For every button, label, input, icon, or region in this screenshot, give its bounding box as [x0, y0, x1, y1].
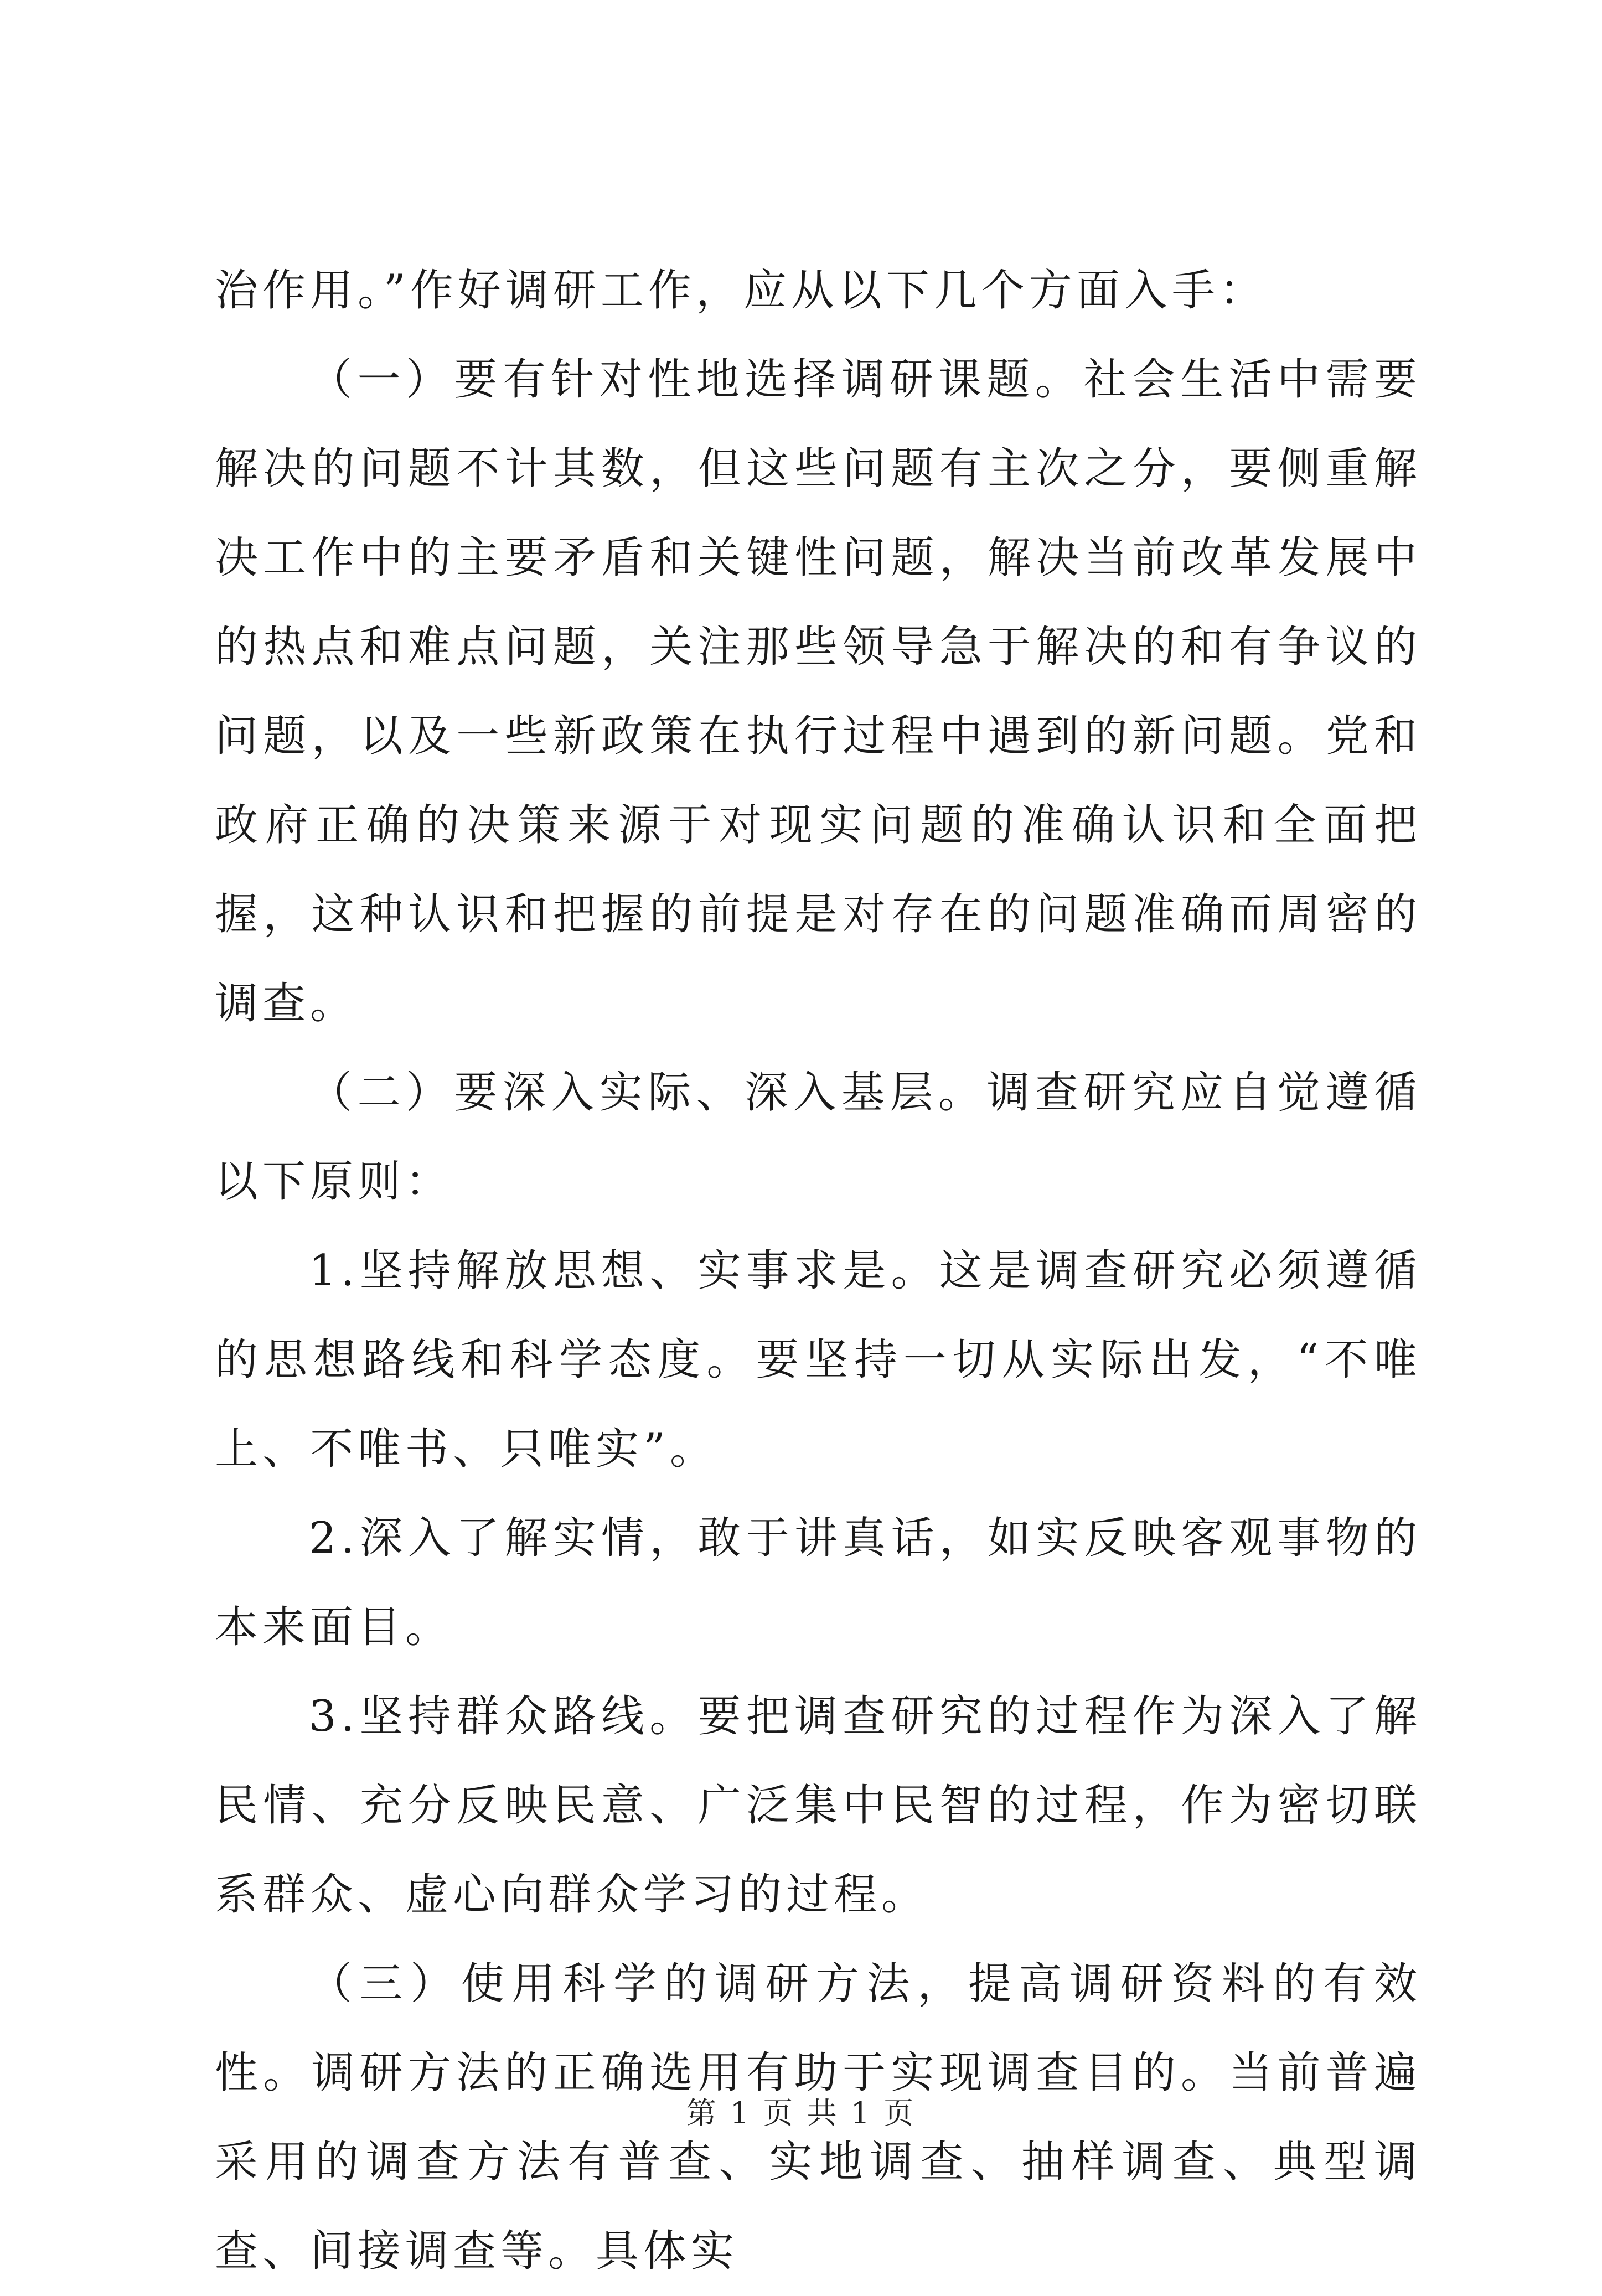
paragraph-intro-tail: 治作用。”作好调研工作，应从以下几个方面入手：: [215, 266, 1267, 316]
page-footer: 第 1 页 共 1 页: [686, 2096, 916, 2130]
paragraph-section-three: （三）使用科学的调研方法，提高调研资料的有效性。调研方法的正确选用有助于实现调查目的。当前普遍采用的调查方法有普查、实地调查、抽样调查、典型调查、间接调查等。具体实: [215, 1959, 1422, 2276]
document-body: [215, 246, 1422, 2296]
paragraph-principle-one: 1.坚持解放思想、实事求是。这是调查研究必须遵循的思想路线和科学态度。要坚持一切从实际出发，“不唯上、不唯书、只唯实”。: [215, 1246, 1422, 1474]
paragraph-principle-three: 3.坚持群众路线。要把调查研究的过程作为深入了解民情、充分反映民意、广泛集中民智的过程，作为密切联系群众、虚心向群众学习的过程。: [215, 1692, 1422, 1920]
paragraph-section-two: （二）要深入实际、深入基层。调查研究应自觉遵循以下原则：: [215, 1068, 1422, 1207]
paragraph-principle-two: 2.深入了解实情，敢于讲真话，如实反映客观事物的本来面目。: [215, 1513, 1422, 1652]
paragraph-section-one: （一）要有针对性地选择调研课题。社会生活中需要解决的问题不计其数，但这些问题有主次之分，要侧重解决工作中的主要矛盾和关键性问题，解决当前改革发展中的热点和难点问题，关注那些领导急于解决的和有争议的问题，以及一些新政策在执行过程中遇到的新问题。党和政府正确的决策来源于对现实问题的准确认识和全面把握，这种认识和把握的前提是对存在的问题准确而周密的调查。: [215, 355, 1422, 1028]
